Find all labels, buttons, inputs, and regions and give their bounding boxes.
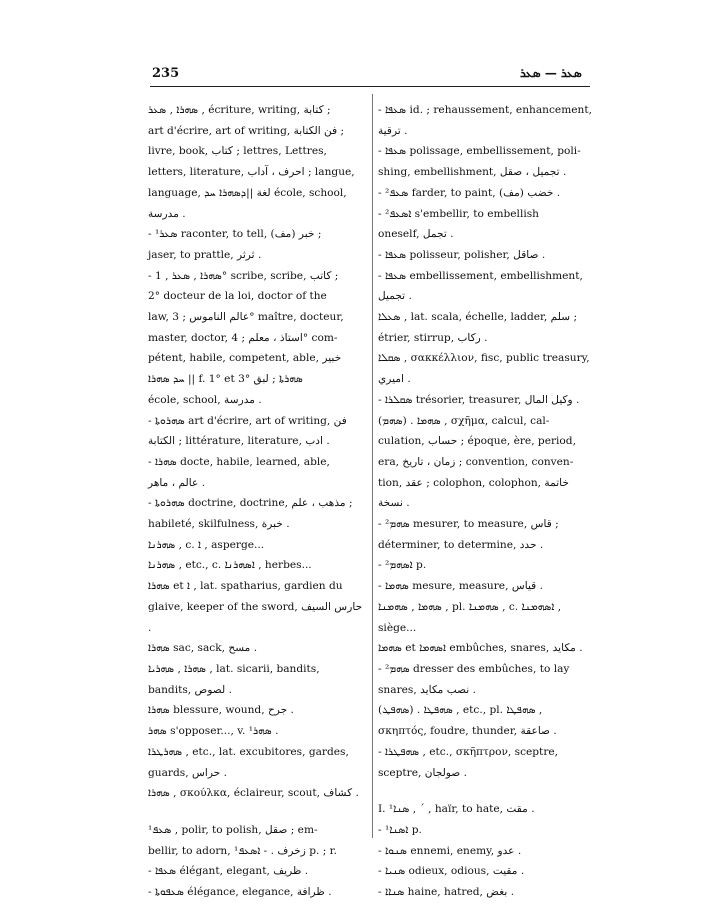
- dictionary-line: déterminer, to determine, حدد .: [378, 538, 544, 551]
- dictionary-line: master, doctor, استاذ ، معلم ; 4° com-: [148, 331, 338, 344]
- dictionary-line: - ܣܗܡܐ mesure, measure, قياس .: [378, 580, 543, 593]
- dictionary-line: era, زمان ، تاريخ ; convention, conven-: [378, 455, 574, 468]
- dictionary-line: - ܣܗܪܘܬܐ art d'écrire, art of writing, فن: [148, 414, 347, 427]
- dictionary-line: ܣܗܪܐ , ܣܗܪܝܐ , lat. sicarii, bandits, bandits, لصوص .: [148, 662, 320, 696]
- dictionary-line: habileté, skilfulness, خبرة .: [148, 518, 290, 531]
- dictionary-line: - ܐܣܗܡ² p.: [378, 559, 427, 572]
- dictionary-line: ܣܗܪܐ et ܐ , lat. spatharius, gardien du: [148, 580, 343, 593]
- left-column: [148, 100, 366, 903]
- dictionary-line: oneself, تجمل .: [378, 228, 454, 241]
- running-head: ܣܥܪ — ܣܥܪ: [520, 66, 582, 80]
- dictionary-line: ܣܗܡܐ , ܣܗܡܢܐ , pl. ܣܗܡܢܐ , c. ܐܣܗܡܢܐ ,: [378, 600, 562, 613]
- dictionary-line: sceptre, صولجان .: [378, 766, 468, 779]
- dictionary-line: law, عالم الناموس ; 3° maître, docteur,: [148, 311, 344, 324]
- dictionary-line: tion, عقد ; colophon, colophon, خاتمة نسخة .: [378, 476, 569, 510]
- column-divider: [372, 94, 373, 838]
- dictionary-line: letters, literature, احرف ، آداب ; langue,: [148, 166, 355, 179]
- dictionary-line: - ܐܣܢܐ¹ p.: [378, 823, 422, 836]
- dictionary-line: - ܣܥܦܐ polisseur, polisher, صاقل .: [378, 248, 546, 261]
- dictionary-line: ܣܩܠܐ , σακκέλλιον, fisc, public treasury,: [378, 352, 590, 365]
- dictionary-line: اميري .: [378, 373, 411, 386]
- dictionary-line: ܣܗܡܐ et ܐܣܗܡܐ embûches, snares, مكايد .: [378, 642, 583, 655]
- dictionary-line: - ܣܥܦܐ polissage, embellissement, poli-: [378, 145, 581, 158]
- dictionary-line: siège...: [378, 621, 417, 634]
- dictionary-line: مدرسة .: [148, 207, 186, 220]
- dictionary-line: art d'écrire, art of writing, فن الكتابة ;: [148, 124, 345, 137]
- dictionary-line: ܣܗܪܢܐ , etc., c. ܐܣܗܪܢܐ , herbes...: [148, 559, 312, 572]
- dictionary-line: ܣܗܪܐ , ܣܥܪ , écriture, writing, كتابة ;: [148, 104, 331, 116]
- dictionary-line: glaive, keeper of the sword, حارس السيف .: [148, 600, 363, 634]
- header-rule: [150, 86, 590, 87]
- dictionary-line: - ܣܢܝܐ odieux, odious, مقيت .: [378, 865, 525, 878]
- dictionary-line: - ܣܗܪܘܬܐ doctrine, doctrine, مذهب ، علم ;: [148, 497, 353, 510]
- dictionary-line: ܣܗܪܢܐ , c. ܐ , asperge...: [148, 538, 265, 551]
- dictionary-line: - ܣܗܪܐ , ܣܥܪ , 1° scribe, scribe, كاتب ;: [148, 269, 339, 282]
- dictionary-line: - ܣܢܐܐ haine, hatred, بغض .: [378, 886, 515, 899]
- dictionary-line: عالم ، ماهر .: [148, 476, 206, 489]
- dictionary-line: - ܣܥܦܘܬܐ élégance, elegance, ظرافة .: [148, 886, 332, 899]
- dictionary-line: guards, حراس .: [148, 766, 227, 779]
- dictionary-line: ܣܗܪܐ sac, sack, مسح .: [148, 642, 258, 655]
- dictionary-line: - ܣܗܡ² dresser des embûches, to lay: [378, 662, 570, 675]
- dictionary-line: ܣܗܪܐ blessure, wound, جرح .: [148, 704, 294, 717]
- dictionary-line: σκηπτός, foudre, thunder, صاعقة .: [378, 725, 557, 738]
- dictionary-line: ܣܥܠܐ , lat. scala, échelle, ladder, سلم ;: [378, 311, 578, 324]
- dictionary-line: - ܣܩܠܪܐ trésorier, treasurer, وكيل المال .: [378, 393, 580, 406]
- dictionary-line: الكتابة ; littérature, literature, ادب .: [148, 435, 330, 448]
- dictionary-line: étrier, stirrup, ركاب .: [378, 331, 488, 344]
- dictionary-line: école, school, مدرسة .: [148, 393, 262, 406]
- dictionary-line: livre, book, كتاب ; lettres, Lettres,: [148, 145, 327, 158]
- dictionary-line: - ܐܣܥܦ² s'embellir, to embellish: [378, 207, 539, 220]
- dictionary-line: pétent, habile, competent, able, خبير: [148, 352, 342, 365]
- dictionary-line: 2° docteur de la loi, doctor of the: [148, 290, 327, 303]
- dictionary-line: - ܣܥܦ² farder, to paint, (مف) خضب .: [378, 186, 561, 199]
- dictionary-line: shing, embellishment, تجميل ، صقل .: [378, 166, 567, 179]
- dictionary-line: - ܣܗܦܛܪܐ , etc., σκῆπτρον, sceptre,: [378, 745, 559, 758]
- dictionary-line: (ܣܗܦܛ) . ܣܗܦܛܐ , etc., pl. ܣܗܦܛܐ ,: [378, 704, 543, 717]
- dictionary-line: - ܣܢܘܐ ennemi, enemy, عدو .: [378, 844, 522, 857]
- dictionary-line: ܣܗܪܐ , σκούλκα, éclaireur, scout, كشاف .: [148, 787, 359, 800]
- dictionary-line: - ܣܥܦܐ embellissement, embellishment,: [378, 269, 583, 282]
- dictionary-line: bellir, to adorn, زخرف . - ܐܣܥܦ¹ p. ; r.: [148, 844, 337, 857]
- dictionary-line: - ܣܗܪܐ docte, habile, learned, able,: [148, 455, 330, 468]
- dictionary-line: ܚܕ ܣܗܪܐ || f. 1° et 3° ܣܗܪܬܐ ; لبق: [148, 373, 303, 386]
- dictionary-line: ترقية .: [378, 124, 408, 137]
- dictionary-line: ܣܗܪܛܪܐ , etc., lat. excubitores, gardes,: [148, 745, 349, 758]
- dictionary-line: I. ܣܢܐ¹ , ´ , haïr, to hate, مقت .: [378, 803, 535, 816]
- dictionary-line: ܣܥܦ¹ , polir, to polish, صقل ; em-: [148, 823, 318, 836]
- dictionary-line: تجميل .: [378, 290, 412, 303]
- dictionary-line: - ܣܗܡ² mesurer, to measure, قاس ;: [378, 518, 559, 531]
- dictionary-line: - ܣܥܦܐ élégant, elegant, ظريف .: [148, 865, 309, 878]
- right-column: [378, 100, 594, 903]
- dictionary-line: culation, حساب ; époque, ère, period,: [378, 435, 576, 448]
- dictionary-line: language, لغة ||ܕܣܗܪܐ ܚܕ école, school,: [148, 186, 347, 199]
- dictionary-line: - ܣܥܦܐ id. ; rehaussement, enhancement,: [378, 104, 592, 116]
- dictionary-line: - ܣܥܪ¹ raconter, to tell, (مف) خبر ;: [148, 228, 322, 241]
- dictionary-line: snares, نصب مكايد .: [378, 683, 477, 696]
- dictionary-line: ܣܗܪ s'opposer..., v. ܣܗܪ¹ .: [148, 725, 279, 738]
- page-number: 235: [152, 66, 180, 81]
- dictionary-line: jaser, to prattle, ثرثر .: [148, 248, 262, 261]
- dictionary-line: (ܣܗܡ) . ܣܗܡܐ , σχῆμα, calcul, cal-: [378, 414, 550, 427]
